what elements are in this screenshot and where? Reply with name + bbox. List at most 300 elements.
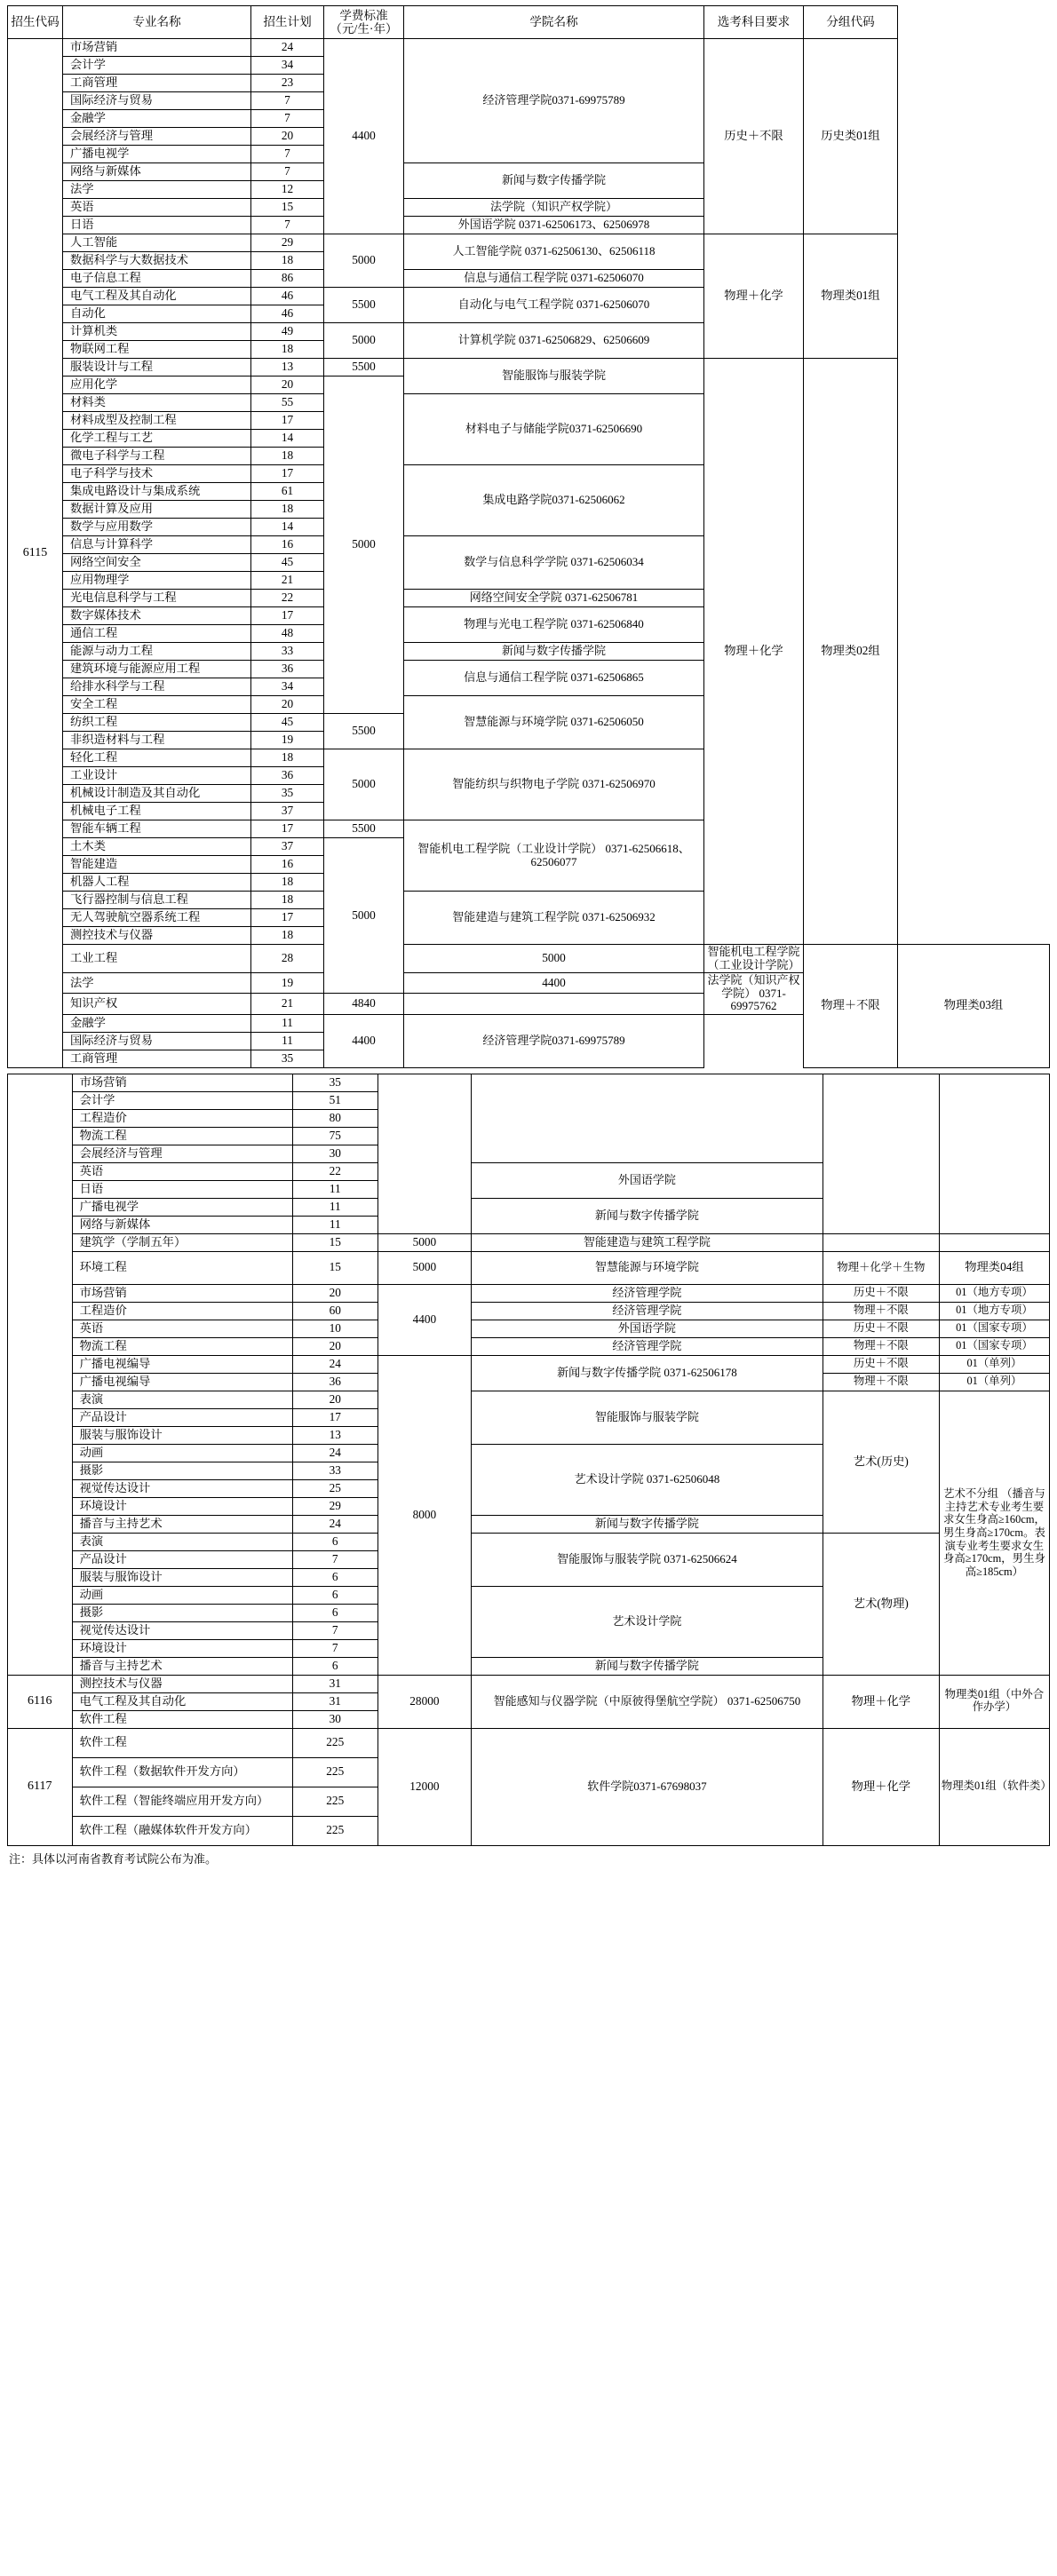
tuition-fee: 5000	[324, 376, 404, 714]
subject-requirement: 历史＋不限	[823, 1355, 939, 1373]
major-name: 金融学	[63, 110, 251, 128]
subject-requirement: 艺术(物理)	[823, 1533, 939, 1675]
major-name: 会计学	[63, 57, 251, 75]
college-name: 材料电子与储能学院0371-62506690	[404, 394, 704, 465]
college-name: 新闻与数字传播学院	[472, 1198, 823, 1233]
major-name: 视觉传达设计	[72, 1479, 292, 1497]
major-name: 产品设计	[72, 1550, 292, 1568]
college-name	[472, 1074, 823, 1162]
enrollment-plan: 19	[251, 732, 324, 749]
major-name: 工商管理	[63, 75, 251, 92]
admission-code-blank	[8, 1074, 73, 1675]
tuition-fee: 4400	[324, 39, 404, 234]
enrollment-plan: 17	[251, 465, 324, 483]
enrollment-plan: 6	[292, 1657, 378, 1675]
major-name: 能源与动力工程	[63, 643, 251, 661]
enrollment-plan: 15	[292, 1251, 378, 1284]
major-name: 智能建造	[63, 856, 251, 874]
major-name: 服装与服饰设计	[72, 1568, 292, 1586]
table-row	[8, 1355, 1050, 1373]
tuition-fee: 8000	[378, 1355, 471, 1675]
major-name: 摄影	[72, 1604, 292, 1621]
enrollment-plan: 36	[292, 1373, 378, 1391]
college-name: 外国语学院 0371-62506173、62506978	[404, 217, 704, 234]
subject-requirement: 历史＋不限	[823, 1284, 939, 1302]
major-name: 工业工程	[63, 945, 251, 973]
college-name: 智慧能源与环境学院	[472, 1251, 823, 1284]
major-name: 服装与服饰设计	[72, 1426, 292, 1444]
table-header-row	[8, 6, 1050, 39]
tuition-fee: 4400	[324, 1014, 404, 1067]
table-row	[8, 359, 1050, 376]
group-code: 01（国家专项）	[939, 1320, 1049, 1337]
college-name: 智能建造与建筑工程学院 0371-62506932	[404, 892, 704, 945]
major-name: 知识产权	[63, 994, 251, 1014]
major-name: 安全工程	[63, 696, 251, 714]
college-name: 智能服饰与服装学院 0371-62506624	[472, 1533, 823, 1586]
enrollment-plan: 6	[292, 1533, 378, 1550]
table-row	[8, 1533, 1050, 1550]
enrollment-plan: 18	[251, 341, 324, 359]
major-name: 机器人工程	[63, 874, 251, 892]
major-name: 数字媒体技术	[63, 607, 251, 625]
enrollment-plan: 35	[251, 1050, 324, 1067]
subject-requirement: 物理＋不限	[823, 1373, 939, 1391]
enrollment-plan: 16	[251, 536, 324, 554]
major-name: 光电信息科学与工程	[63, 590, 251, 607]
college-name: 网络空间安全学院 0371-62506781	[404, 590, 704, 607]
group-code: 物理类03组	[898, 945, 1050, 1068]
enrollment-plan: 20	[251, 696, 324, 714]
tuition-fee: 5500	[324, 359, 404, 376]
enrollment-plan: 86	[251, 270, 324, 288]
tuition-fee: 4400	[378, 1284, 471, 1355]
group-code: 艺术不分组 （播音与主持艺术专业考生要求女生身高≥160cm，男生身高≥170cm。表演专业考生要求女生身高≥170cm，男生身高≥185cm）	[939, 1391, 1049, 1675]
college-name: 经济管理学院0371-69975789	[404, 1014, 704, 1067]
enrollment-plan: 80	[292, 1109, 378, 1127]
enrollment-plan: 45	[251, 554, 324, 572]
major-name: 金融学	[63, 1014, 251, 1032]
tuition-fee: 5000	[378, 1233, 471, 1251]
college-name: 软件学院0371-67698037	[472, 1728, 823, 1845]
major-name: 微电子科学与工程	[63, 448, 251, 465]
enrollment-plan: 37	[251, 838, 324, 856]
enrollment-plan: 30	[292, 1145, 378, 1162]
column-header: 选考科目要求	[704, 6, 804, 39]
major-name: 广播电视学	[72, 1198, 292, 1216]
enrollment-plan: 14	[251, 519, 324, 536]
major-name: 给排水科学与工程	[63, 678, 251, 696]
major-name: 市场营销	[63, 39, 251, 57]
enrollment-plan: 18	[251, 252, 324, 270]
tuition-fee: 5000	[324, 234, 404, 288]
enrollment-plan: 6	[292, 1568, 378, 1586]
enrollment-plan: 36	[251, 661, 324, 678]
enrollment-plan: 6	[292, 1604, 378, 1621]
enrollment-plan: 7	[292, 1550, 378, 1568]
enrollment-plan: 7	[251, 146, 324, 163]
admission-plan-page	[7, 0, 1050, 1867]
major-name: 软件工程（智能终端应用开发方向）	[72, 1787, 292, 1816]
group-code: 01（国家专项）	[939, 1337, 1049, 1355]
enrollment-plan: 30	[292, 1710, 378, 1728]
enrollment-plan: 17	[251, 607, 324, 625]
major-name: 环境设计	[72, 1639, 292, 1657]
major-name: 集成电路设计与集成系统	[63, 483, 251, 501]
major-name: 信息与计算科学	[63, 536, 251, 554]
enrollment-plan: 18	[251, 892, 324, 909]
subject-requirement: 物理＋不限	[804, 945, 898, 1068]
enrollment-plan: 17	[251, 820, 324, 838]
enrollment-plan: 17	[251, 412, 324, 430]
subject-requirement: 物理＋化学	[704, 359, 804, 945]
major-name: 自动化	[63, 305, 251, 323]
enrollment-plan: 33	[292, 1462, 378, 1479]
college-name: 法学院（知识产权学院） 0371-69975762	[704, 973, 804, 1015]
college-name: 经济管理学院	[472, 1337, 823, 1355]
major-name: 法学	[63, 181, 251, 199]
major-name: 日语	[72, 1180, 292, 1198]
enrollment-plan: 61	[251, 483, 324, 501]
college-name: 智能机电工程学院（工业设计学院）	[704, 945, 804, 973]
subject-requirement: 物理＋化学＋生物	[823, 1251, 939, 1284]
enrollment-plan: 225	[292, 1816, 378, 1845]
tuition-fee: 5500	[324, 820, 404, 838]
table-row	[8, 1728, 1050, 1757]
college-name: 外国语学院	[472, 1320, 823, 1337]
major-name: 测控技术与仪器	[63, 927, 251, 945]
major-name: 通信工程	[63, 625, 251, 643]
college-name: 新闻与数字传播学院 0371-62506178	[472, 1355, 823, 1391]
enrollment-plan: 7	[251, 92, 324, 110]
major-name: 工业设计	[63, 767, 251, 785]
table-row	[8, 1302, 1050, 1320]
subject-requirement: 艺术(历史)	[823, 1391, 939, 1533]
college-name: 智慧能源与环境学院 0371-62506050	[404, 696, 704, 749]
subject-requirement: 物理＋不限	[823, 1302, 939, 1320]
enrollment-plan: 20	[292, 1337, 378, 1355]
table-row	[8, 1675, 1050, 1692]
major-name: 非织造材料与工程	[63, 732, 251, 749]
enrollment-plan: 20	[251, 376, 324, 394]
major-name: 人工智能	[63, 234, 251, 252]
major-name: 广播电视编导	[72, 1373, 292, 1391]
enrollment-plan: 15	[292, 1233, 378, 1251]
enrollment-plan: 7	[292, 1621, 378, 1639]
college-name: 经济管理学院	[472, 1284, 823, 1302]
major-name: 飞行器控制与信息工程	[63, 892, 251, 909]
major-name: 应用化学	[63, 376, 251, 394]
group-code: 01（单列）	[939, 1373, 1049, 1391]
tuition-fee: 5000	[324, 749, 404, 820]
enrollment-plan: 14	[251, 430, 324, 448]
enrollment-plan: 20	[292, 1284, 378, 1302]
enrollment-plan: 35	[251, 785, 324, 803]
enrollment-plan: 34	[251, 57, 324, 75]
enrollment-plan: 29	[251, 234, 324, 252]
major-name: 网络与新媒体	[63, 163, 251, 181]
major-name: 会展经济与管理	[72, 1145, 292, 1162]
major-name: 数学与应用数学	[63, 519, 251, 536]
subject-requirement-blank	[823, 1233, 939, 1251]
tuition-fee: 4400	[404, 973, 704, 994]
major-name: 网络与新媒体	[72, 1216, 292, 1233]
enrollment-plan: 24	[292, 1444, 378, 1462]
major-name: 计算机类	[63, 323, 251, 341]
enrollment-plan: 22	[292, 1162, 378, 1180]
enrollment-plan: 75	[292, 1127, 378, 1145]
major-name: 广播电视学	[63, 146, 251, 163]
enrollment-plan: 45	[251, 714, 324, 732]
enrollment-plan: 21	[251, 994, 324, 1014]
enrollment-plan: 13	[251, 359, 324, 376]
tuition-fee: 5500	[324, 288, 404, 323]
major-name: 材料成型及控制工程	[63, 412, 251, 430]
group-code: 01（地方专项）	[939, 1284, 1049, 1302]
enrollment-plan: 18	[251, 749, 324, 767]
major-name: 市场营销	[72, 1284, 292, 1302]
enrollment-plan: 7	[251, 163, 324, 181]
subject-requirement: 物理＋化学	[823, 1728, 939, 1845]
major-name: 软件工程（融媒体软件开发方向）	[72, 1816, 292, 1845]
major-name: 电气工程及其自动化	[63, 288, 251, 305]
college-name: 艺术设计学院	[472, 1586, 823, 1657]
major-name: 英语	[72, 1320, 292, 1337]
major-name: 网络空间安全	[63, 554, 251, 572]
college-name: 智能机电工程学院（工业设计学院） 0371-62506618、62506077	[404, 820, 704, 892]
major-name: 轻化工程	[63, 749, 251, 767]
major-name: 会展经济与管理	[63, 128, 251, 146]
table-row	[8, 1074, 1050, 1091]
major-name: 工商管理	[63, 1050, 251, 1067]
column-header: 招生代码	[8, 6, 63, 39]
enrollment-plan: 18	[251, 927, 324, 945]
college-name: 计算机学院 0371-62506829、62506609	[404, 323, 704, 359]
enrollment-plan: 46	[251, 288, 324, 305]
enrollment-plan: 11	[292, 1216, 378, 1233]
column-header: 专业名称	[63, 6, 251, 39]
major-name: 环境设计	[72, 1497, 292, 1515]
major-name: 服装设计与工程	[63, 359, 251, 376]
enrollment-plan: 60	[292, 1302, 378, 1320]
major-name: 环境工程	[72, 1251, 292, 1284]
enrollment-plan: 33	[251, 643, 324, 661]
enrollment-plan: 55	[251, 394, 324, 412]
enrollment-plan: 7	[251, 110, 324, 128]
major-name: 广播电视编导	[72, 1355, 292, 1373]
major-name: 会计学	[72, 1091, 292, 1109]
enrollment-plan: 20	[251, 128, 324, 146]
major-name: 数据计算及应用	[63, 501, 251, 519]
college-name: 信息与通信工程学院 0371-62506865	[404, 661, 704, 696]
major-name: 电子信息工程	[63, 270, 251, 288]
enrollment-plan: 6	[292, 1586, 378, 1604]
enrollment-plan: 24	[251, 39, 324, 57]
tuition-fee: 5000	[324, 323, 404, 359]
major-name: 市场营销	[72, 1074, 292, 1091]
enrollment-plan: 25	[292, 1479, 378, 1497]
major-name: 智能车辆工程	[63, 820, 251, 838]
major-name: 电气工程及其自动化	[72, 1692, 292, 1710]
enrollment-plan: 17	[292, 1408, 378, 1426]
college-name: 人工智能学院 0371-62506130、62506118	[404, 234, 704, 270]
major-name: 纺织工程	[63, 714, 251, 732]
group-code: 物理类02组	[804, 359, 898, 945]
major-name: 视觉传达设计	[72, 1621, 292, 1639]
major-name: 摄影	[72, 1462, 292, 1479]
tuition-fee: 12000	[378, 1728, 471, 1845]
major-name: 应用物理学	[63, 572, 251, 590]
tuition-fee: 5500	[324, 714, 404, 749]
major-name: 数据科学与大数据技术	[63, 252, 251, 270]
group-code-blank	[939, 1074, 1049, 1233]
enrollment-plan: 21	[251, 572, 324, 590]
subject-requirement: 物理＋不限	[823, 1337, 939, 1355]
major-name: 电子科学与技术	[63, 465, 251, 483]
major-name: 播音与主持艺术	[72, 1515, 292, 1533]
column-header: 分组代码	[804, 6, 898, 39]
column-header: 招生计划	[251, 6, 324, 39]
enrollment-plan: 24	[292, 1515, 378, 1533]
major-name: 材料类	[63, 394, 251, 412]
admission-code: 6115	[8, 39, 63, 1068]
enrollment-plan: 225	[292, 1728, 378, 1757]
enrollment-plan: 18	[251, 874, 324, 892]
admission-code: 6117	[8, 1728, 73, 1845]
admission-code: 6116	[8, 1675, 73, 1728]
major-name: 建筑学（学制五年）	[72, 1233, 292, 1251]
group-code: 物理类01组	[804, 234, 898, 359]
enrollment-plan: 11	[292, 1198, 378, 1216]
enrollment-plan: 17	[251, 909, 324, 927]
tuition-fee: 28000	[378, 1675, 471, 1728]
table-row	[8, 1320, 1050, 1337]
enrollment-plan: 7	[251, 217, 324, 234]
major-name: 工程造价	[72, 1302, 292, 1320]
column-header: 学院名称	[404, 6, 704, 39]
major-name: 动画	[72, 1586, 292, 1604]
college-name: 外国语学院	[472, 1162, 823, 1198]
major-name: 表演	[72, 1533, 292, 1550]
major-name: 表演	[72, 1391, 292, 1408]
college-name: 智能服饰与服装学院	[404, 359, 704, 394]
tuition-fee: 5000	[378, 1251, 471, 1284]
college-name: 经济管理学院	[472, 1302, 823, 1320]
college-name: 智能服饰与服装学院	[472, 1391, 823, 1444]
major-name: 国际经济与贸易	[63, 92, 251, 110]
enrollment-plan: 49	[251, 323, 324, 341]
major-name: 化学工程与工艺	[63, 430, 251, 448]
enrollment-plan: 35	[292, 1074, 378, 1091]
major-name: 机械设计制造及其自动化	[63, 785, 251, 803]
enrollment-plan: 31	[292, 1675, 378, 1692]
enrollment-plan: 13	[292, 1426, 378, 1444]
major-name: 日语	[63, 217, 251, 234]
major-name: 动画	[72, 1444, 292, 1462]
enrollment-plan: 31	[292, 1692, 378, 1710]
table-row	[8, 1251, 1050, 1284]
college-name: 自动化与电气工程学院 0371-62506070	[404, 288, 704, 323]
subject-requirement: 历史＋不限	[704, 39, 804, 234]
enrollment-plan: 29	[292, 1497, 378, 1515]
enrollment-plan: 24	[292, 1355, 378, 1373]
group-code: 物理类01组（软件类）	[939, 1728, 1049, 1845]
subject-requirement: 物理＋化学	[704, 234, 804, 359]
major-name: 土木类	[63, 838, 251, 856]
major-name: 物流工程	[72, 1127, 292, 1145]
tuition-fee-blank	[378, 1074, 471, 1233]
enrollment-plan: 48	[251, 625, 324, 643]
group-code: 历史类01组	[804, 39, 898, 234]
group-code: 物理类01组（中外合作办学）	[939, 1675, 1049, 1728]
table-row	[8, 945, 1050, 973]
table-row	[8, 1391, 1050, 1408]
subject-requirement-blank	[823, 1074, 939, 1233]
college-name: 新闻与数字传播学院	[472, 1515, 823, 1533]
subject-requirement: 物理＋化学	[823, 1675, 939, 1728]
college-name: 新闻与数字传播学院	[404, 163, 704, 199]
enrollment-plan: 225	[292, 1787, 378, 1816]
admission-plan-table-second	[7, 1074, 1050, 1846]
footnote: 注：具体以河南省教育考试院公布为准。	[9, 1851, 218, 1866]
enrollment-plan: 20	[292, 1391, 378, 1408]
college-name: 物理与光电工程学院 0371-62506840	[404, 607, 704, 643]
enrollment-plan: 12	[251, 181, 324, 199]
table-row	[8, 1284, 1050, 1302]
enrollment-plan: 23	[251, 75, 324, 92]
subject-requirement: 历史＋不限	[823, 1320, 939, 1337]
major-name: 软件工程	[72, 1710, 292, 1728]
enrollment-plan: 28	[251, 945, 324, 973]
group-code: 物理类04组	[939, 1251, 1049, 1284]
enrollment-plan: 7	[292, 1639, 378, 1657]
college-name: 经济管理学院0371-69975789	[404, 39, 704, 163]
major-name: 英语	[63, 199, 251, 217]
enrollment-plan: 22	[251, 590, 324, 607]
major-name: 物流工程	[72, 1337, 292, 1355]
enrollment-plan: 16	[251, 856, 324, 874]
enrollment-plan: 10	[292, 1320, 378, 1337]
enrollment-plan: 11	[292, 1180, 378, 1198]
enrollment-plan: 225	[292, 1757, 378, 1787]
enrollment-plan: 36	[251, 767, 324, 785]
major-name: 无人驾驶航空器系统工程	[63, 909, 251, 927]
admission-plan-table-main	[7, 5, 1050, 1068]
major-name: 建筑环境与能源应用工程	[63, 661, 251, 678]
tuition-fee: 5000	[324, 838, 404, 994]
table-row	[8, 1233, 1050, 1251]
college-name: 法学院（知识产权学院）	[404, 199, 704, 217]
enrollment-plan: 37	[251, 803, 324, 820]
enrollment-plan: 18	[251, 448, 324, 465]
group-code-blank	[939, 1233, 1049, 1251]
major-name: 英语	[72, 1162, 292, 1180]
major-name: 机械电子工程	[63, 803, 251, 820]
column-header: 学费标准（元/生·年）	[324, 6, 404, 39]
enrollment-plan: 19	[251, 973, 324, 994]
college-name: 信息与通信工程学院 0371-62506070	[404, 270, 704, 288]
major-name: 测控技术与仪器	[72, 1675, 292, 1692]
college-name: 数学与信息科学学院 0371-62506034	[404, 536, 704, 590]
college-name: 新闻与数字传播学院	[472, 1657, 823, 1675]
table-row	[8, 1337, 1050, 1355]
tuition-fee: 5000	[404, 945, 704, 973]
major-name: 软件工程	[72, 1728, 292, 1757]
table-row	[8, 39, 1050, 57]
college-name: 新闻与数字传播学院	[404, 643, 704, 661]
group-code: 01（单列）	[939, 1355, 1049, 1373]
major-name: 播音与主持艺术	[72, 1657, 292, 1675]
